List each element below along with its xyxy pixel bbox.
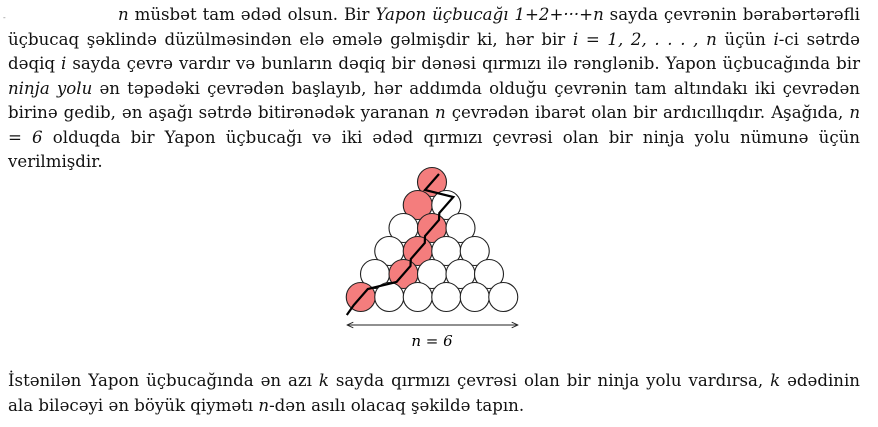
intro-text-4: -ci sətrdə dəqiq — [8, 29, 861, 73]
intro-text-8: olduqda bir Yapon üçbucağı və iki ədəd qırmızı çevrəsi olan bir ninja yolu nümunə üçün verilmişdir. — [8, 127, 860, 171]
math-i-2: i — [61, 54, 67, 73]
math-k-1: k — [318, 371, 329, 390]
math-n-3: n — [258, 395, 270, 415]
question-text-1: İstənilən Yapon üçbucağında ən azı — [8, 371, 319, 390]
intro-text-5: sayda çevrə vardır və bunların dəqiq bir dənəsi qırmızı ilə rənglənib. Yapon üçbucağında bir — [66, 54, 861, 73]
question-text-4: -dən asılı olacaq şəkildə tapın. — [269, 395, 525, 415]
math-n: n — [118, 5, 129, 24]
question-text-3: ədədinin ala biləcəyi ən böyük qiymətı — [8, 371, 860, 415]
intro-text-3: üçün — [716, 29, 774, 49]
circle — [489, 283, 518, 312]
circle — [403, 283, 432, 312]
margin-mark: - — [3, 13, 6, 22]
intro-text-6: ən təpədəki çevrədən başlayıb, hər addımda olduğu çevrənin tam altındakı iki çevrədən birinə gedib, ən aşağı sətrdə bitirənədək yaranan — [8, 78, 860, 122]
circle — [460, 283, 489, 312]
question-paragraph — [8, 369, 860, 418]
math-sum: 1+2+···+n — [514, 5, 604, 24]
circle — [432, 283, 461, 312]
question-text-2: sayda qırmızı çevrəsi olan bir ninja yolu vardırsa, — [328, 371, 771, 390]
term-ninja-path: ninja yolu — [8, 78, 93, 98]
intro-text-7: çevrədən ibarət olan bir ardıcıllıqdır. Aşağıda, — [445, 103, 850, 122]
math-n-equals-6: n = 6 — [8, 103, 860, 147]
math-i-1: i — [773, 29, 779, 49]
dimension-label: n = 6 — [411, 332, 453, 350]
term-japanese-triangle: Yapon üçbucağı — [375, 5, 509, 24]
math-n-2: n — [435, 103, 446, 122]
math-i-range: i = 1, 2, . . . , n — [572, 29, 717, 49]
intro-text-1: müsbət tam ədəd olsun. Bir — [128, 5, 376, 24]
math-k-2: k — [770, 371, 781, 390]
intro-text-2: sayda çevrənin bərabərtərəfli üçbucaq şəklində düzülməsindən elə əmələ gəlmişdir ki, hər bir — [8, 5, 860, 49]
